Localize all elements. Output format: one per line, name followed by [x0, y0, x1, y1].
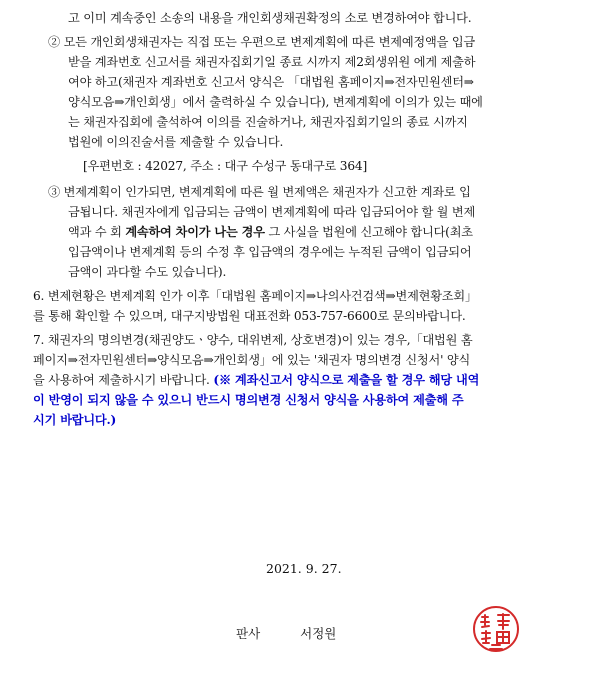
text-line — [48, 184, 471, 200]
highlighted-notice-text: 시기 바랍니다.) — [33, 413, 117, 427]
text-line — [68, 94, 483, 110]
text-segment: [우편번호 : 42027, 주소 : 대구 수성구 동대구로 364] — [83, 159, 368, 173]
document-date: 2021. 9. 27. — [266, 561, 342, 576]
text-line — [48, 34, 475, 50]
text-line — [83, 158, 367, 174]
text-line — [68, 74, 474, 90]
text-line — [33, 332, 472, 348]
judge-title: 판사 — [236, 626, 261, 641]
text-segment: 입금액이나 변제계획 등의 수정 후 입금액의 경우에는 누적된 금액이 입금되어 — [68, 245, 472, 259]
text-segment: 받을 계좌번호 신고서를 채권자집회기일 종료 시까지 제2회생위원 에게 제출하 — [68, 55, 476, 69]
text-segment: 7. 채권자의 명의변경(채권양도ㆍ양수, 대위변제, 상호변경)이 있는 경우,「대법원 홈 — [33, 333, 473, 347]
text-line — [68, 224, 473, 240]
official-seal-icon — [472, 605, 520, 653]
text-line — [68, 244, 471, 260]
text-line — [68, 134, 283, 150]
text-segment: ② 모든 개인회생채권자는 직접 또는 우편으로 변제계획에 따른 변제예정액을 입금 — [48, 35, 475, 49]
text-line — [68, 264, 226, 280]
text-segment: 을 사용하여 제출하시기 바랍니다. — [33, 373, 214, 387]
text-line — [68, 114, 468, 130]
text-segment: 양식모음⇒개인회생」에서 출력하실 수 있습니다), 변제계획에 이의가 있는 때에 — [68, 95, 483, 109]
text-line — [68, 204, 475, 220]
text-segment: 금됩니다. 채권자에게 입금되는 금액이 변제계획에 따라 입금되어야 할 월 변제 — [68, 205, 476, 219]
text-segment: 는 채권자집회에 출석하여 이의를 진술하거나, 채권자집회기일의 종료 시까지 — [68, 115, 468, 129]
text-line — [33, 288, 477, 304]
text-segment: 고 이미 계속중인 소송의 내용을 개인회생채권확정의 소로 변경하여야 합니다. — [68, 11, 472, 25]
text-segment: 법원에 이의진술서를 제출할 수 있습니다. — [68, 135, 284, 149]
text-segment: 를 통해 확인할 수 있으며, 대구지방법원 대표전화 053-757-6600로 문의바랍니다. — [33, 309, 466, 323]
text-segment: 여야 하고(채권자 계좌번호 신고서 양식은 「대법원 홈페이지⇒전자민원센터⇒ — [68, 75, 474, 89]
text-segment: 액과 수 회 — [68, 225, 126, 239]
judge-name: 서정원 — [300, 626, 337, 641]
highlighted-notice-text: 이 반영이 되지 않을 수 있으니 반드시 명의변경 신청서 양식을 사용하여 제출해 주 — [33, 393, 464, 407]
text-segment: 그 사실을 법원에 신고해야 합니다(최초 — [264, 225, 473, 239]
text-segment: ③ 변제계획이 인가되면, 변제계획에 따른 월 변제액은 채권자가 신고한 계좌로 입 — [48, 185, 471, 199]
text-line — [33, 392, 463, 408]
text-line — [68, 54, 475, 70]
text-line — [33, 412, 116, 428]
text-segment: 금액이 과다할 수도 있습니다). — [68, 265, 227, 279]
emphasized-text: 계속하여 차이가 나는 경우 — [125, 225, 265, 239]
text-line — [33, 352, 470, 368]
text-segment: 6. 변제현황은 변제계획 인가 이후「대법원 홈페이지⇒나의사건검색⇒변제현황조회」 — [33, 289, 477, 303]
text-line — [33, 308, 466, 324]
text-line — [33, 372, 479, 388]
highlighted-notice-text: (※ 계좌신고서 양식으로 제출을 할 경우 해당 내역 — [213, 373, 480, 387]
text-line — [68, 10, 471, 26]
judge-signature-line — [236, 624, 336, 642]
text-segment: 페이지⇒전자민원센터⇒양식모음⇒개인회생」에 있는 '채권자 명의변경 신청서' 양식 — [33, 353, 471, 367]
